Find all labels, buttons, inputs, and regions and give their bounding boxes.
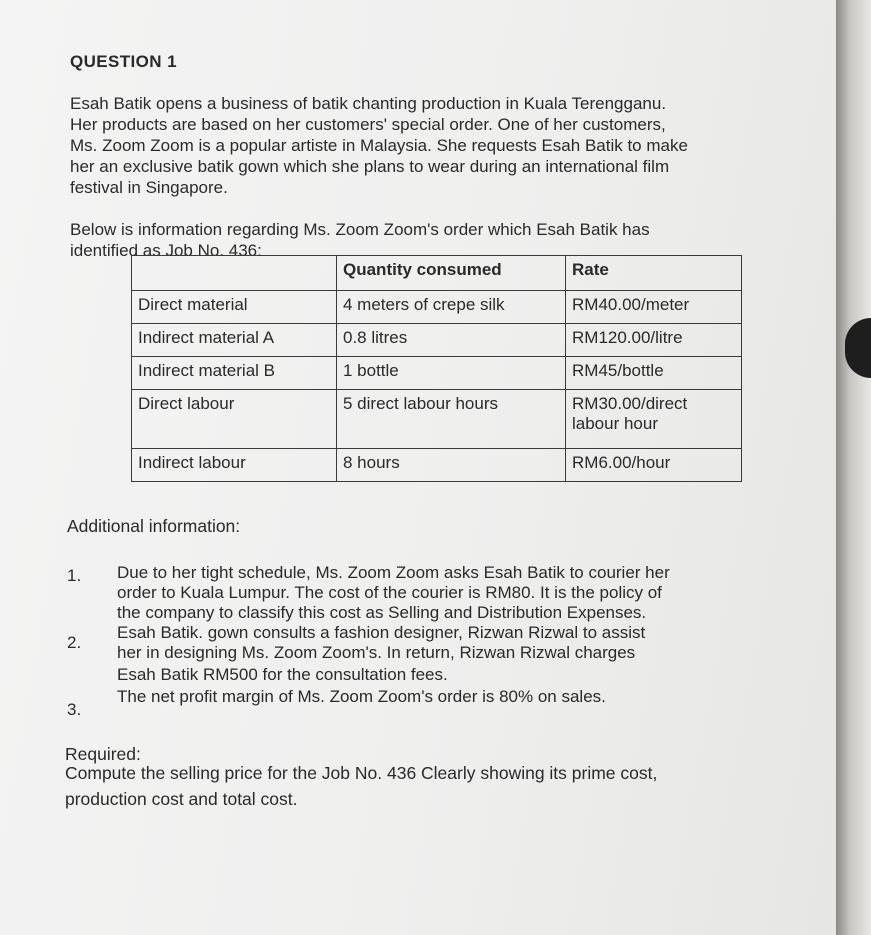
table-header-rate: Rate — [566, 256, 742, 291]
job-intro-line: identified as Job No. 436: — [70, 241, 262, 260]
item-line: the company to classify this cost as Selling and Distribution Expenses. — [117, 603, 647, 622]
job-intro-line: Below is information regarding Ms. Zoom Zoom's order which Esah Batik has — [70, 220, 650, 239]
job-cost-table — [131, 255, 742, 482]
quantity-cell: 0.8 litres — [337, 324, 566, 357]
cost-item: Indirect material B — [132, 357, 337, 390]
required-line: production cost and total cost. — [65, 789, 298, 809]
intro-line: festival in Singapore. — [70, 178, 228, 197]
rate-cell: RM120.00/litre — [566, 324, 742, 357]
intro-line: Esah Batik opens a business of batik chanting production in Kuala Terengganu. — [70, 94, 667, 113]
cost-item: Indirect labour — [132, 449, 337, 482]
table-row — [132, 324, 742, 357]
rate-cell: RM45/bottle — [566, 357, 742, 390]
required-title: Required: — [65, 744, 141, 764]
rate-cell: RM6.00/hour — [566, 449, 742, 482]
additional-info-title: Additional information: — [67, 516, 241, 536]
table-header-row — [132, 256, 742, 291]
item-line: Esah Batik. gown consults a fashion designer, Rizwan Rizwal to assist — [117, 623, 646, 642]
question-heading: QUESTION 1 — [70, 52, 177, 71]
item-line: her in designing Ms. Zoom Zoom's. In return, Rizwan Rizwal charges — [117, 643, 636, 662]
cost-item: Direct material — [132, 291, 337, 324]
item-number: 2. — [67, 633, 82, 652]
page-edge — [836, 0, 871, 935]
rate-cell: RM40.00/meter — [566, 291, 742, 324]
rate-cell: RM30.00/direct labour hour — [566, 390, 742, 449]
required-line: Compute the selling price for the Job No. 436 Clearly showing its prime cost, — [65, 763, 658, 783]
intro-line: Her products are based on her customers' special order. One of her customers, — [70, 115, 666, 134]
intro-line: Ms. Zoom Zoom is a popular artiste in Malaysia. She requests Esah Batik to make — [70, 136, 688, 155]
table-row — [132, 357, 742, 390]
intro-line: her an exclusive batik gown which she plans to wear during an international film — [70, 157, 670, 176]
quantity-cell: 5 direct labour hours — [337, 390, 566, 449]
item-line: Esah Batik RM500 for the consultation fees. — [117, 665, 448, 684]
quantity-cell: 1 bottle — [337, 357, 566, 390]
cost-item: Direct labour — [132, 390, 337, 449]
item-line: order to Kuala Lumpur. The cost of the courier is RM80. It is the policy of — [117, 583, 662, 602]
table-header-quantity: Quantity consumed — [337, 256, 566, 291]
item-number: 1. — [67, 566, 82, 585]
item-number: 3. — [67, 700, 82, 719]
table-header-blank — [132, 256, 337, 291]
table-row — [132, 390, 742, 449]
table-row — [132, 449, 742, 482]
quantity-cell: 4 meters of crepe silk — [337, 291, 566, 324]
cost-item: Indirect material A — [132, 324, 337, 357]
table-row — [132, 291, 742, 324]
quantity-cell: 8 hours — [337, 449, 566, 482]
item-line: Due to her tight schedule, Ms. Zoom Zoom asks Esah Batik to courier her — [117, 563, 670, 582]
item-line: The net profit margin of Ms. Zoom Zoom's order is 80% on sales. — [117, 687, 606, 706]
